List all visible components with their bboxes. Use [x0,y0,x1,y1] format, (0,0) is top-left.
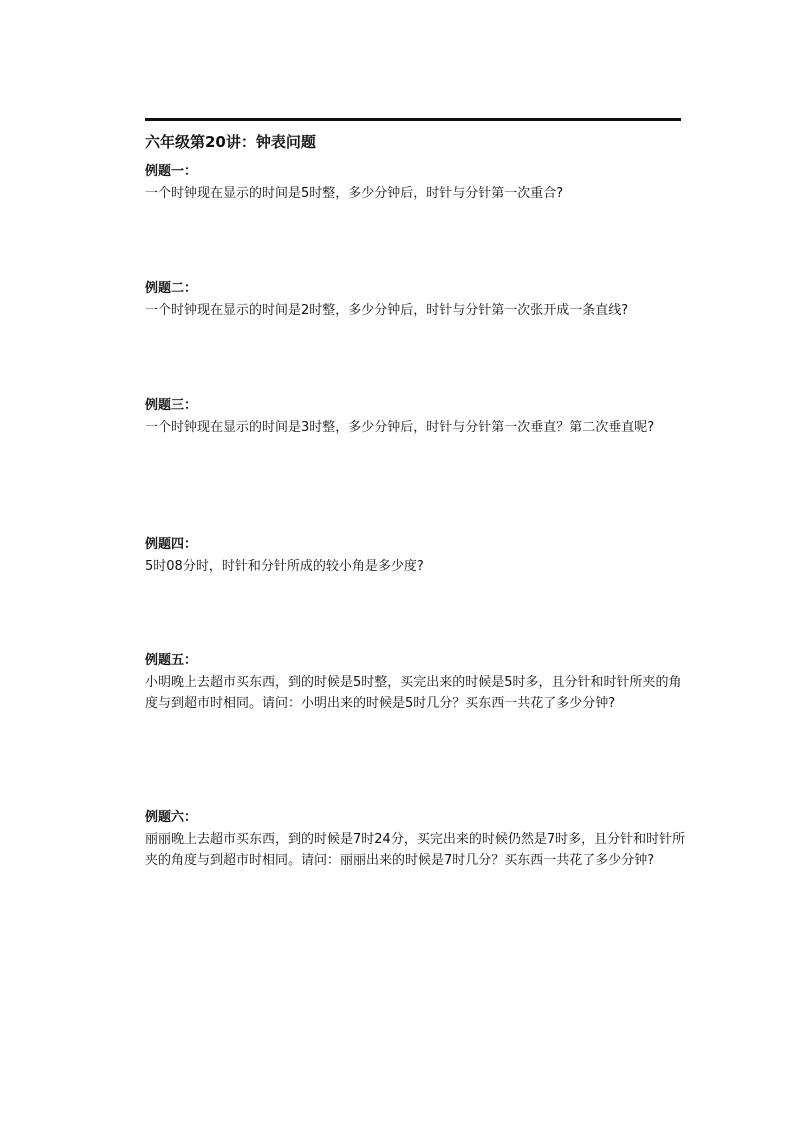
example-heading: 例题二： [145,281,198,296]
example-2 [145,279,690,321]
example-text: 5时08分时，时针和分针所成的较小角是多少度? [145,559,424,574]
example-heading: 例题五： [145,653,198,668]
example-1 [145,162,690,204]
page-title: 六年级第20讲：钟表问题 [145,133,316,151]
example-text: 小明晚上去超市买东西，到的时候是5时整，买完出来的时候是5时多，且分针和时针所夹的角度与到超市时相同。请问：小明出来的时候是5时几分？买东西一共花了多少分钟? [145,675,682,711]
example-text: 一个时钟现在显示的时间是2时整，多少分钟后，时针与分针第一次张开成一条直线? [145,303,629,318]
example-text: 丽丽晚上去超市买东西，到的时候是7时24分，买完出来的时候仍然是7时多，且分针和时针所夹的角度与到超市时相同。请问：丽丽出来的时候是7时几分？买东西一共花了多少分钟? [145,832,686,868]
example-5 [145,651,690,714]
example-text: 一个时钟现在显示的时间是3时整，多少分钟后，时针与分针第一次垂直？第二次垂直呢? [145,420,655,435]
example-heading: 例题六： [145,810,198,825]
example-heading: 例题一： [145,164,198,179]
example-text: 一个时钟现在显示的时间是5时整，多少分钟后，时针与分针第一次重合? [145,186,564,201]
example-6 [145,808,690,871]
example-heading: 例题四： [145,537,198,552]
example-4 [145,535,690,577]
example-3 [145,396,690,438]
example-heading: 例题三： [145,398,198,413]
top-rule [145,118,681,121]
